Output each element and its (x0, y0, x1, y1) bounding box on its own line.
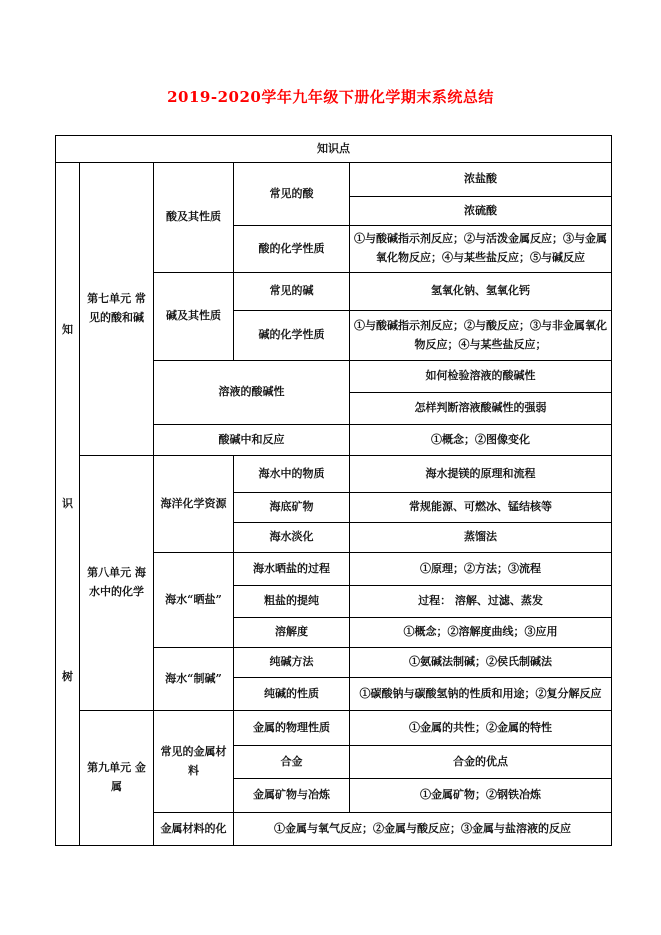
cell-alkali-group: 海水“制碱” (154, 648, 234, 711)
cell-alloy-detail: 合金的优点 (350, 746, 612, 779)
knowledge-tree-label (60, 166, 75, 842)
cell-salt-process-detail: ①原理；②方法；③流程 (350, 553, 612, 586)
cell-crude-salt-detail: 过程： 溶解、过滤、蒸发 (350, 586, 612, 618)
table-header-knowledge-points: 知识点 (56, 136, 612, 163)
cell-neutralization: 酸碱中和反应 (154, 425, 350, 456)
cell-ph-test: 如何检验溶液的酸碱性 (350, 361, 612, 393)
cell-acid-group: 酸及其性质 (154, 163, 234, 273)
cell-ore-smelting: 金属矿物与冶炼 (234, 779, 350, 813)
cell-ph-strength: 怎样判断溶液酸碱性的强弱 (350, 393, 612, 425)
cell-solubility-detail: ①概念；②溶解度曲线；③应用 (350, 618, 612, 648)
cell-common-bases: 常见的碱 (234, 273, 350, 311)
cell-acid-chem-detail: ①与酸碱指示剂反应；②与活泼金属反应；③与金属氧化物反应；④与某些盐反应；⑤与碱反应 (350, 226, 612, 273)
cell-common-bases-detail: 氢氧化钠、氢氧化钙 (350, 273, 612, 311)
cell-unit-7: 第七单元 常见的酸和碱 (80, 163, 154, 456)
cell-desalination: 海水淡化 (234, 523, 350, 553)
cell-sea-substances: 海水中的物质 (234, 456, 350, 493)
cell-metal-chem: 金属材料的化 (154, 813, 234, 846)
tree-char-shi: 识 (62, 496, 73, 510)
cell-hcl: 浓盐酸 (350, 163, 612, 197)
cell-salt-group: 海水“晒盐” (154, 553, 234, 648)
cell-unit-8: 第八单元 海水中的化学 (80, 456, 154, 711)
cell-salt-process: 海水晒盐的过程 (234, 553, 350, 586)
knowledge-tree-column (56, 163, 80, 846)
knowledge-table (55, 135, 612, 846)
cell-sea-substances-detail: 海水提镁的原理和流程 (350, 456, 612, 493)
cell-base-chem-detail: ①与酸碱指示剂反应；②与酸反应；③与非金属氧化物反应；④与某些盐反应； (350, 311, 612, 361)
cell-metal-physical: 金属的物理性质 (234, 711, 350, 746)
cell-soda-properties-detail: ①碳酸钠与碳酸氢钠的性质和用途；②复分解反应 (350, 678, 612, 711)
cell-marine-resources: 海洋化学资源 (154, 456, 234, 553)
cell-desalination-detail: 蒸馏法 (350, 523, 612, 553)
cell-acid-chem: 酸的化学性质 (234, 226, 350, 273)
cell-soda-properties: 纯碱的性质 (234, 678, 350, 711)
cell-base-chem: 碱的化学性质 (234, 311, 350, 361)
cell-alkali-method: 纯碱方法 (234, 648, 350, 678)
tree-char-shu: 树 (62, 670, 73, 684)
cell-metal-physical-detail: ①金属的共性；②金属的特性 (350, 711, 612, 746)
cell-metal-group: 常见的金属材料 (154, 711, 234, 813)
cell-metal-chem-detail: ①金属与氧气反应；②金属与酸反应；③金属与盐溶液的反应 (234, 813, 612, 846)
cell-ore-smelting-detail: ①金属矿物；②钢铁冶炼 (350, 779, 612, 813)
tree-char-zhi: 知 (62, 322, 73, 336)
cell-alkali-method-detail: ①氨碱法制碱；②侯氏制碱法 (350, 648, 612, 678)
cell-solubility: 溶解度 (234, 618, 350, 648)
cell-unit-9: 第九单元 金属 (80, 711, 154, 846)
cell-crude-salt: 粗盐的提纯 (234, 586, 350, 618)
cell-neutralization-detail: ①概念；②图像变化 (350, 425, 612, 456)
cell-seabed-minerals-detail: 常规能源、可燃冰、锰结核等 (350, 493, 612, 523)
cell-base-group: 碱及其性质 (154, 273, 234, 361)
cell-solution-ph: 溶液的酸碱性 (154, 361, 350, 425)
cell-alloy: 合金 (234, 746, 350, 779)
cell-h2so4: 浓硫酸 (350, 197, 612, 226)
page-title: 2019-2020学年九年级下册化学期末系统总结 (167, 88, 494, 106)
cell-common-acids: 常见的酸 (234, 163, 350, 226)
cell-seabed-minerals: 海底矿物 (234, 493, 350, 523)
